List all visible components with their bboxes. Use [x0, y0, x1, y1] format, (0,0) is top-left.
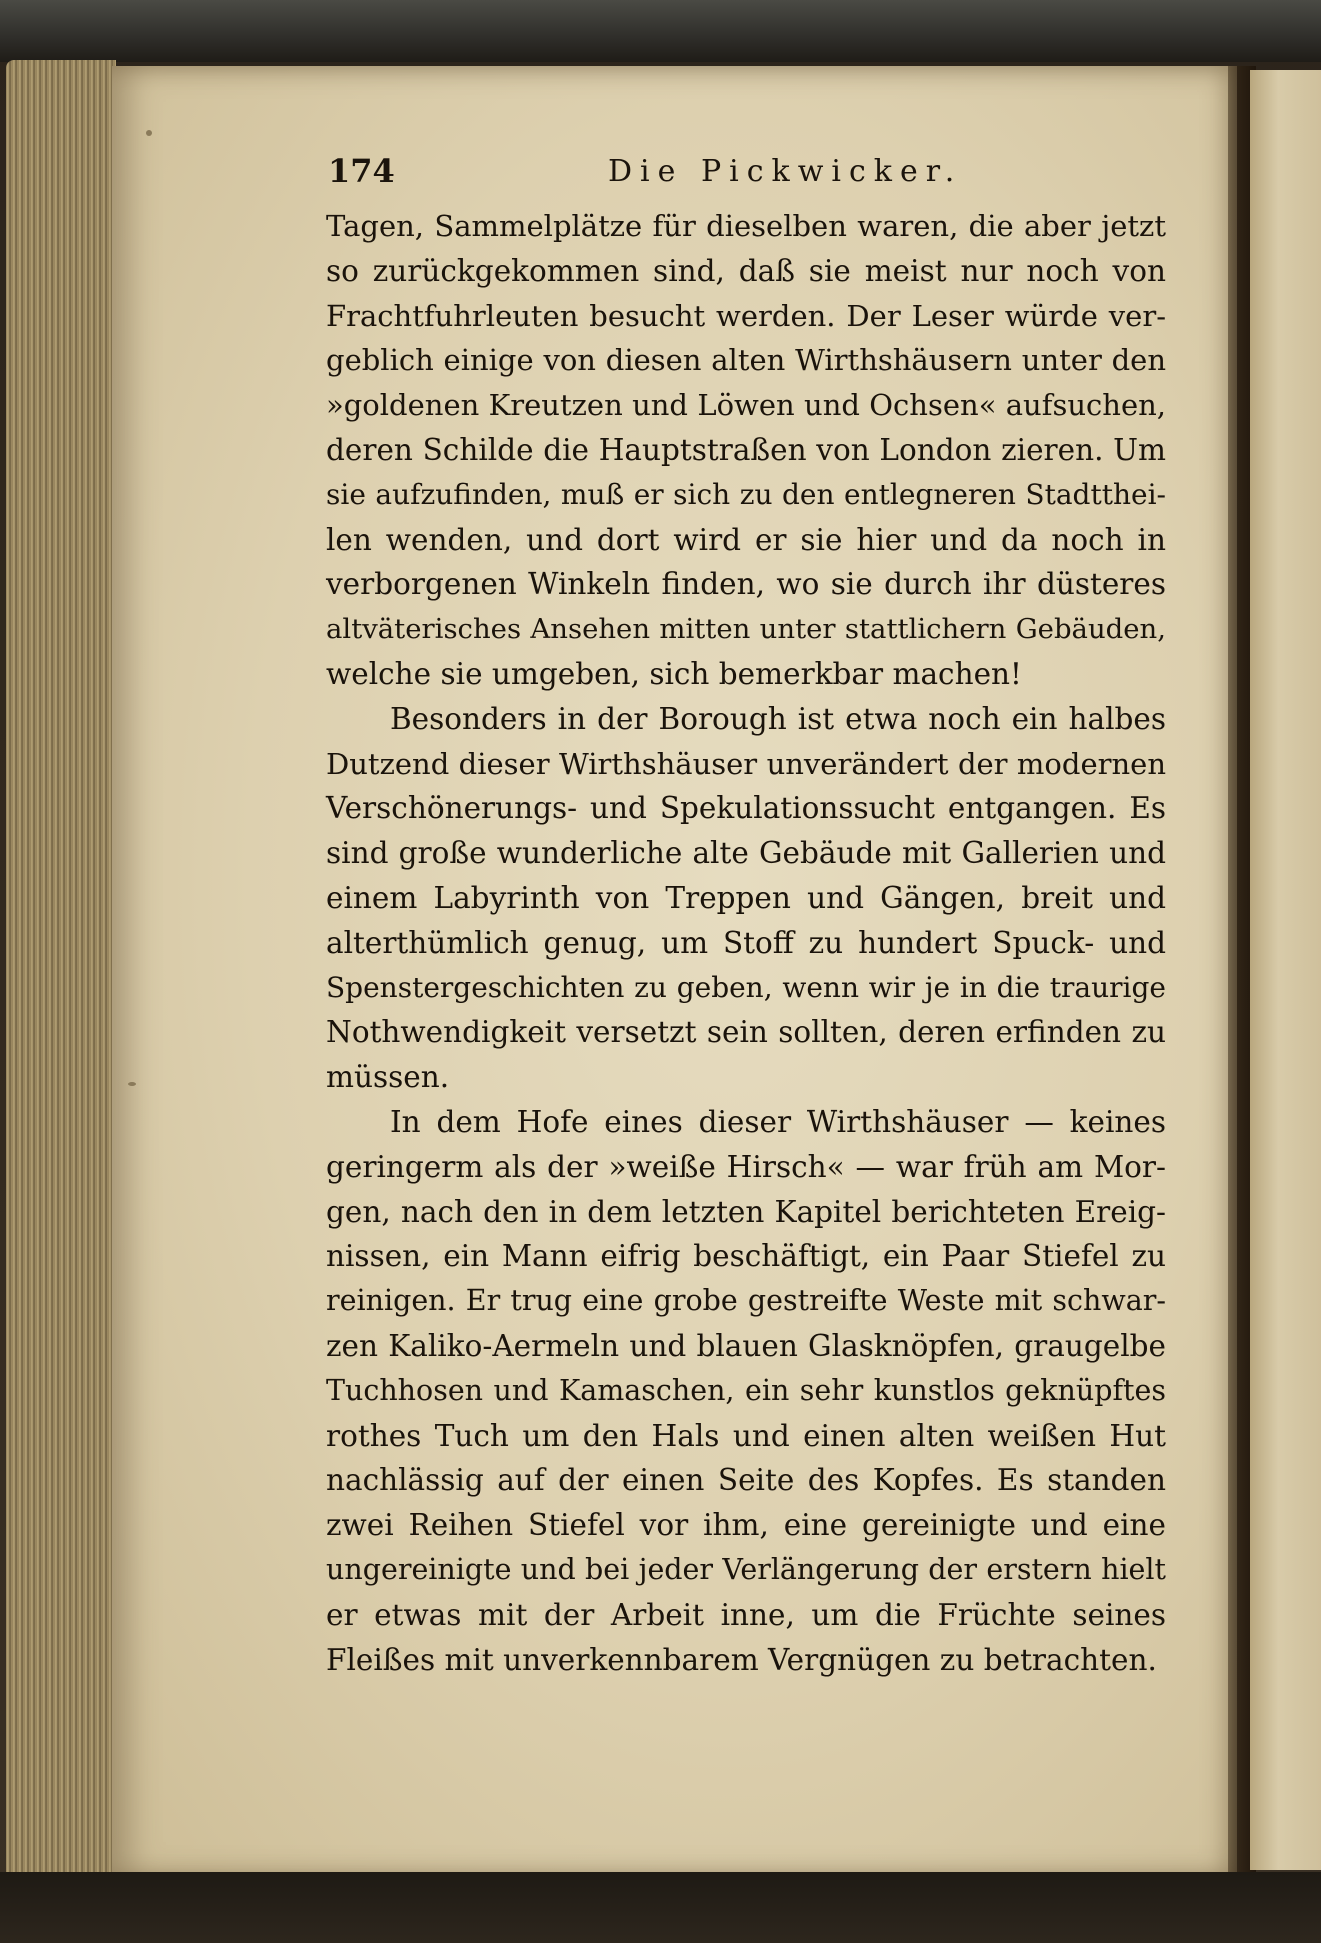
text-line: gen, nach den in dem letzten Kapitel berichteten Ereig- [326, 1194, 1166, 1229]
text-line: Tagen, Sammelplätze für dieselben waren, die aber jetzt [326, 209, 1166, 243]
text-line: er etwas mit der Arbeit inne, um die Früchte seines [326, 1597, 1166, 1632]
text-line: nachlässig auf der einen Seite des Kopfes. Es standen [326, 1463, 1166, 1498]
text-line: sind große wunderliche alte Gebäude mit Gallerien und [326, 836, 1166, 871]
page-edges [6, 60, 116, 1880]
paper-speck [146, 130, 152, 136]
text-line: geblich einige von diesen alten Wirthshäusern unter den [326, 343, 1166, 378]
book-cover-top [0, 0, 1321, 62]
text-line: rothes Tuch um den Hals und einen alten weißen Hut [326, 1418, 1166, 1453]
text-line: zen Kaliko-Aermeln und blauen Glasknöpfen, graugelbe [326, 1328, 1166, 1363]
text-line: len wenden, und dort wird er sie hier und da noch in [326, 522, 1166, 557]
paragraph [326, 1100, 1166, 1682]
body-text [326, 204, 1166, 1682]
text-line: reinigen. Er trug eine grobe gestreifte Weste mit schwar- [326, 1284, 1166, 1318]
text-line: so zurückgekommen sind, daß sie meist nur noch von [326, 253, 1166, 288]
text-line: sie aufzufinden, muß er sich zu den entlegneren Stadtthei- [326, 477, 1166, 511]
text-line: »goldenen Kreutzen und Löwen und Ochsen« aufsuchen, [326, 388, 1166, 423]
text-line: Tuchhosen und Kamaschen, ein sehr kunstlos geknüpftes [326, 1373, 1166, 1407]
text-line: Fleißes mit unverkennbarem Vergnügen zu betrachten. [326, 1642, 1157, 1677]
text-line: geringerm als der »weiße Hirsch« — war früh am Mor- [326, 1149, 1166, 1184]
running-title: Die Pickwicker. [608, 154, 963, 189]
text-line: deren Schilde die Hauptstraßen von London zieren. Um [326, 432, 1166, 467]
text-line: Dutzend dieser Wirthshäuser unverändert der modernen [326, 746, 1166, 781]
text-line: Verschönerungs- und Spekulationssucht entgangen. Es [326, 791, 1166, 826]
text-line: Frachtfuhrleuten besucht werden. Der Leser würde ver- [326, 298, 1166, 333]
text-line: Nothwendigkeit versetzt sein sollten, deren erfinden zu [326, 1015, 1166, 1050]
text-line: ungereinigte und bei jeder Verlängerung der erstern hielt [326, 1552, 1166, 1586]
text-line: verborgenen Winkeln finden, wo sie durch ihr düsteres [326, 567, 1166, 602]
page-number: 174 [328, 152, 395, 190]
text-line: nissen, ein Mann eifrig beschäftigt, ein Paar Stiefel zu [326, 1239, 1166, 1274]
text-line: Spenstergeschichten zu geben, wenn wir je in die traurige [326, 970, 1166, 1004]
paragraph [326, 697, 1166, 1100]
page-header [328, 150, 1168, 200]
text-line: altväterisches Ansehen mitten unter stattlichern Gebäuden, [326, 613, 1166, 646]
text-line: alterthümlich genug, um Stoff zu hundert Spuck- und [326, 925, 1166, 960]
text-line: müssen. [326, 1060, 450, 1095]
paragraph [326, 204, 1166, 697]
text-line: einem Labyrinth von Treppen und Gängen, breit und [326, 880, 1166, 915]
paper-speck [128, 1082, 136, 1086]
text-line: welche sie umgeben, sich bemerkbar machen! [326, 656, 1022, 691]
text-line: Besonders in der Borough ist etwa noch ein halbes [390, 701, 1166, 736]
text-line: zwei Reihen Stiefel vor ihm, eine gereinigte und eine [326, 1508, 1166, 1543]
facing-page-edge [1250, 70, 1321, 1870]
book-cover-bottom [0, 1872, 1321, 1943]
text-line: In dem Hofe eines dieser Wirthshäuser — keines [390, 1104, 1166, 1139]
